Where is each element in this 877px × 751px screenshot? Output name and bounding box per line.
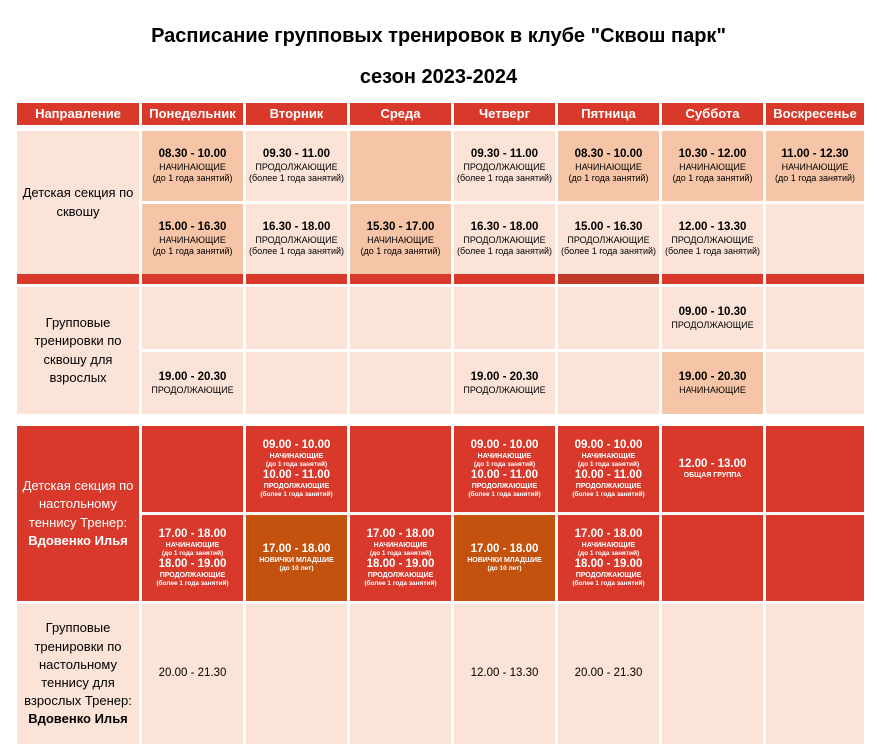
kids-squash-label: Детская секция по сквошу <box>17 131 139 274</box>
schedule-cell: 17.00 - 18.00 НОВИЧКИ МЛАДШИЕ (до 10 лет) <box>454 515 555 601</box>
header-tuesday: Вторник <box>246 103 347 125</box>
schedule-cell: 12.00 - 13.30 ПРОДОЛЖАЮЩИЕ (более 1 года занятий) <box>662 204 763 274</box>
schedule-cell-empty <box>766 204 864 274</box>
section-separator <box>17 274 864 284</box>
schedule-cell: 20.00 - 21.30 <box>142 604 243 744</box>
schedule-cell: 12.00 - 13.00 ОБЩАЯ ГРУППА <box>662 426 763 512</box>
schedule-cell: 19.00 - 20.30 ПРОДОЛЖАЮЩИЕ <box>142 352 243 414</box>
kids-squash-row-1 <box>17 131 864 201</box>
season-title: сезон 2023-2024 <box>359 66 518 88</box>
schedule-cell: 17.00 - 18.00 НАЧИНАЮЩИЕ (до 1 года занятий) 18.00 - 19.00 ПРОДОЛЖАЮЩИЕ (более 1 года занятий) <box>142 515 243 601</box>
header-wednesday: Среда <box>350 103 451 125</box>
kids-tt-label: Детская секция по настольному теннису Тренер: Вдовенко Илья <box>17 426 139 601</box>
schedule-cell: 15.00 - 16.30 НАЧИНАЮЩИЕ (до 1 года занятий) <box>142 204 243 274</box>
schedule-cell: 20.00 - 21.30 <box>558 604 659 744</box>
schedule-cell: 08.30 - 10.00 НАЧИНАЮЩИЕ (до 1 года занятий) <box>558 131 659 201</box>
schedule-title: Расписание групповых тренировок в клубе "Сквош парк" <box>151 25 726 47</box>
schedule-cell: 09.30 - 11.00 ПРОДОЛЖАЮЩИЕ (более 1 года занятий) <box>454 131 555 201</box>
header-friday: Пятница <box>558 103 659 125</box>
header-direction: Направление <box>17 103 139 125</box>
schedule-cell: 17.00 - 18.00 НАЧИНАЮЩИЕ (до 1 года занятий) 18.00 - 19.00 ПРОДОЛЖАЮЩИЕ (более 1 года занятий) <box>350 515 451 601</box>
schedule-cell: 19.00 - 20.30 НАЧИНАЮЩИЕ <box>662 352 763 414</box>
kids-tt-row-1 <box>17 426 864 512</box>
header-sunday: Воскресенье <box>766 103 864 125</box>
header-saturday: Суббота <box>662 103 763 125</box>
schedule-cell: 15.00 - 16.30 ПРОДОЛЖАЮЩИЕ (более 1 года занятий) <box>558 204 659 274</box>
schedule-cell: 19.00 - 20.30 ПРОДОЛЖАЮЩИЕ <box>454 352 555 414</box>
schedule-cell: 08.30 - 10.00 НАЧИНАЮЩИЕ (до 1 года занятий) <box>142 131 243 201</box>
adult-squash-label: Групповые тренировки по сквошу для взрослых <box>17 287 139 414</box>
schedule-cell: 12.00 - 13.30 <box>454 604 555 744</box>
schedule-cell: 09.00 - 10.00 НАЧИНАЮЩИЕ (до 1 года занятий) 10.00 - 11.00 ПРОДОЛЖАЮЩИЕ (более 1 года занятий) <box>246 426 347 512</box>
schedule-cell: 16.30 - 18.00 ПРОДОЛЖАЮЩИЕ (более 1 года занятий) <box>246 204 347 274</box>
schedule-table <box>14 103 867 744</box>
schedule-cell: 11.00 - 12.30 НАЧИНАЮЩИЕ (до 1 года занятий) <box>766 131 864 201</box>
adult-squash-row-1 <box>17 287 864 349</box>
schedule-cell: 16.30 - 18.00 ПРОДОЛЖАЮЩИЕ (более 1 года занятий) <box>454 204 555 274</box>
schedule-cell-empty <box>350 131 451 201</box>
schedule-cell: 17.00 - 18.00 НАЧИНАЮЩИЕ (до 1 года занятий) 18.00 - 19.00 ПРОДОЛЖАЮЩИЕ (более 1 года занятий) <box>558 515 659 601</box>
schedule-cell: 09.30 - 11.00 ПРОДОЛЖАЮЩИЕ (более 1 года занятий) <box>246 131 347 201</box>
schedule-cell: 17.00 - 18.00 НОВИЧКИ МЛАДШИЕ (до 10 лет) <box>246 515 347 601</box>
schedule-cell: 09.00 - 10.30 ПРОДОЛЖАЮЩИЕ <box>662 287 763 349</box>
schedule-cell: 15.30 - 17.00 НАЧИНАЮЩИЕ (до 1 года занятий) <box>350 204 451 274</box>
schedule-cell: 09.00 - 10.00 НАЧИНАЮЩИЕ (до 1 года занятий) 10.00 - 11.00 ПРОДОЛЖАЮЩИЕ (более 1 года занятий) <box>558 426 659 512</box>
header-thursday: Четверг <box>454 103 555 125</box>
header-monday: Понедельник <box>142 103 243 125</box>
kids-squash-row-2 <box>17 204 864 274</box>
kids-tt-row-2 <box>17 515 864 601</box>
schedule-cell: 09.00 - 10.00 НАЧИНАЮЩИЕ (до 1 года занятий) 10.00 - 11.00 ПРОДОЛЖАЮЩИЕ (более 1 года занятий) <box>454 426 555 512</box>
adult-tt-row <box>17 604 864 744</box>
header-row <box>17 103 864 125</box>
schedule-cell: 10.30 - 12.00 НАЧИНАЮЩИЕ (до 1 года занятий) <box>662 131 763 201</box>
adult-squash-row-2 <box>17 352 864 414</box>
adult-tt-label: Групповые тренировки по настольному теннису для взрослых Тренер: Вдовенко Илья <box>17 604 139 744</box>
